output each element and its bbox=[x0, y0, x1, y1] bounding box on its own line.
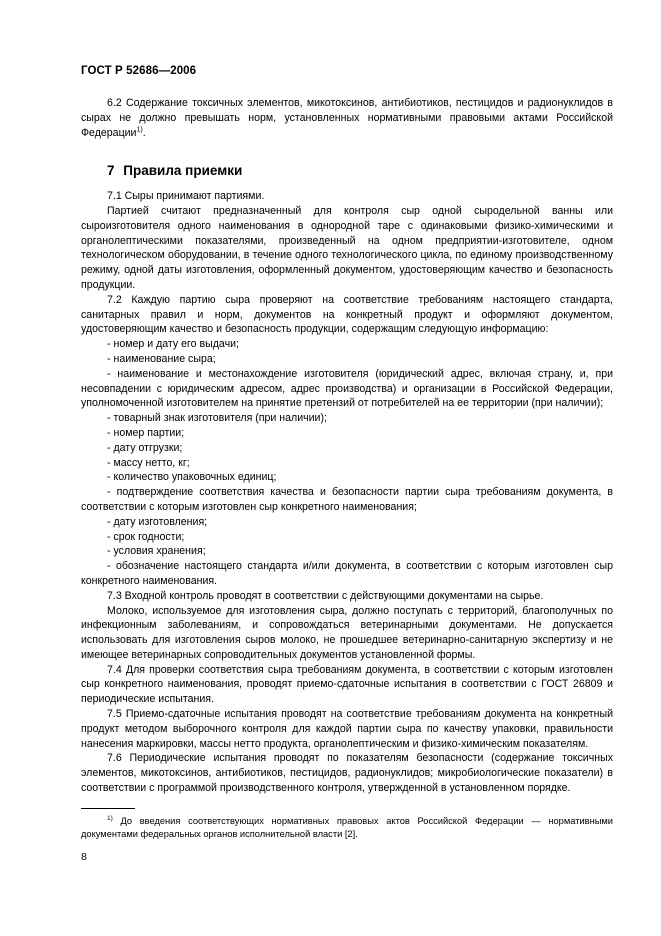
section-7-heading bbox=[81, 164, 613, 179]
section-title: Правила приемки bbox=[123, 163, 243, 179]
paragraph-7-2: 7.2 Каждую партию сыра проверяют на соответствие требованиям настоящего стандарта, санитарных правил и норм, документов на конкретный продукт и оформляют документом, удостоверяющим качество и безопасность продукции, содержащим следующую информацию: bbox=[81, 293, 613, 336]
paragraph-party-definition: Партией считают предназначенный для контроля сыр одной сыродельной ванны или сыроизготовителя одного наименования в однородной таре с одинаковыми физико-химическими и органолептическими показателями, произведенный на одном предприятии-изготовителе, одном технологическом оборудовании, в течение одного технологического цикла, по единому производственному режиму, одной даты изготовления, оформленный документом, удостоверяющим качество и безопасность продукции. bbox=[81, 204, 613, 291]
section-number: 7 bbox=[107, 163, 115, 179]
list-item: - дату отгрузки; bbox=[107, 441, 183, 454]
paragraph-7-1: 7.1 Сыры принимают партиями. bbox=[107, 190, 265, 203]
footnote bbox=[81, 815, 613, 841]
list-item: - срок годности; bbox=[107, 530, 185, 543]
document-info-list bbox=[81, 337, 613, 589]
list-item: - подтверждение соответствия качества и безопасности партии сыра требованиям документа, в соответствии с которым изготовлен сыр конкретного наименования; bbox=[81, 486, 613, 513]
list-item: - номер партии; bbox=[107, 426, 185, 439]
standard-id: ГОСТ Р 52686—2006 bbox=[81, 65, 197, 77]
list-item: - наименование и местонахождение изготовителя (юридический адрес, включая страну, и, при несовпадении с юридическим адресом, адрес производства) и организации в Российской Федерации, уполномоченной изготовителем на принятие претензий от потребителей на ее территории (при наличии); bbox=[81, 367, 613, 410]
paragraph-7-4: 7.4 Для проверки соответствия сыра требованиям документа, в соответствии с которым изготовлен сыр конкретного наименования, проводят приемо-сдаточные испытания в соответствии с ГОСТ 26809 и периодические испытания. bbox=[81, 663, 613, 706]
footnote-marker: 1) bbox=[107, 814, 113, 822]
paragraph-milk-requirements: Молоко, используемое для изготовления сыра, должно поступать с территорий, благополучных по инфекционным заболеваниям, и сопровождаться ветеринарными документами. Не допускается использовать для изготовления сыров молоко, не прошедшее ветеринарно-санитарную экспертизу и не имеющее ветеринарных сопроводительных документов установленной формы. bbox=[81, 604, 613, 661]
footnote-reference[interactable]: 1) bbox=[136, 126, 143, 134]
footnote-divider bbox=[81, 808, 135, 809]
document-header bbox=[81, 65, 196, 77]
list-item: - наименование сыра; bbox=[107, 352, 216, 365]
paragraph-6-2: 6.2 Содержание токсичных элементов, микотоксинов, антибиотиков, пестицидов и радионуклидов в сырах не должно превышать норм, установленных нормативными правовыми актами Российской Федерации$^{1)}$. bbox=[81, 97, 613, 139]
page-content bbox=[81, 96, 613, 796]
page-number: 8 bbox=[81, 851, 87, 863]
paragraph-7-5: 7.5 Приемо-сдаточные испытания проводят на соответствие требованиям документа на конкретный продукт методом выборочного контроля для каждой партии сыра по качеству упаковки, правильности нанесения маркировки, массы нетто продукта, органолептическим и физико-химическим показателям. bbox=[81, 708, 613, 750]
list-item: - номер и дату его выдачи; bbox=[107, 338, 239, 351]
list-item: - массу нетто, кг; bbox=[107, 456, 190, 469]
paragraph-7-3: 7.3 Входной контроль проводят в соответствии с действующими документами на сырье. bbox=[107, 589, 544, 602]
list-item: - дату изготовления; bbox=[107, 515, 208, 528]
list-item: - условия хранения; bbox=[107, 545, 206, 558]
list-item: - количество упаковочных единиц; bbox=[107, 471, 277, 484]
list-item: - обозначение настоящего стандарта и/или документа, в соответствии с которым изготовлен сыр конкретного наименования. bbox=[81, 560, 613, 587]
paragraph-7-6: 7.6 Периодические испытания проводят по показателям безопасности (содержание токсичных элементов, микотоксинов, антибиотиков, пестицидов, радионуклидов; микробиологические показатели) в соответствии с программой производственного контроля, утвержденной в установленном порядке. bbox=[81, 752, 613, 795]
footnote-text: До введения соответствующих нормативных правовых актов Российской Федерации — нормативными документами федеральных органов исполнительной власти [2]. bbox=[81, 816, 613, 839]
list-item: - товарный знак изготовителя (при наличии); bbox=[107, 412, 327, 425]
